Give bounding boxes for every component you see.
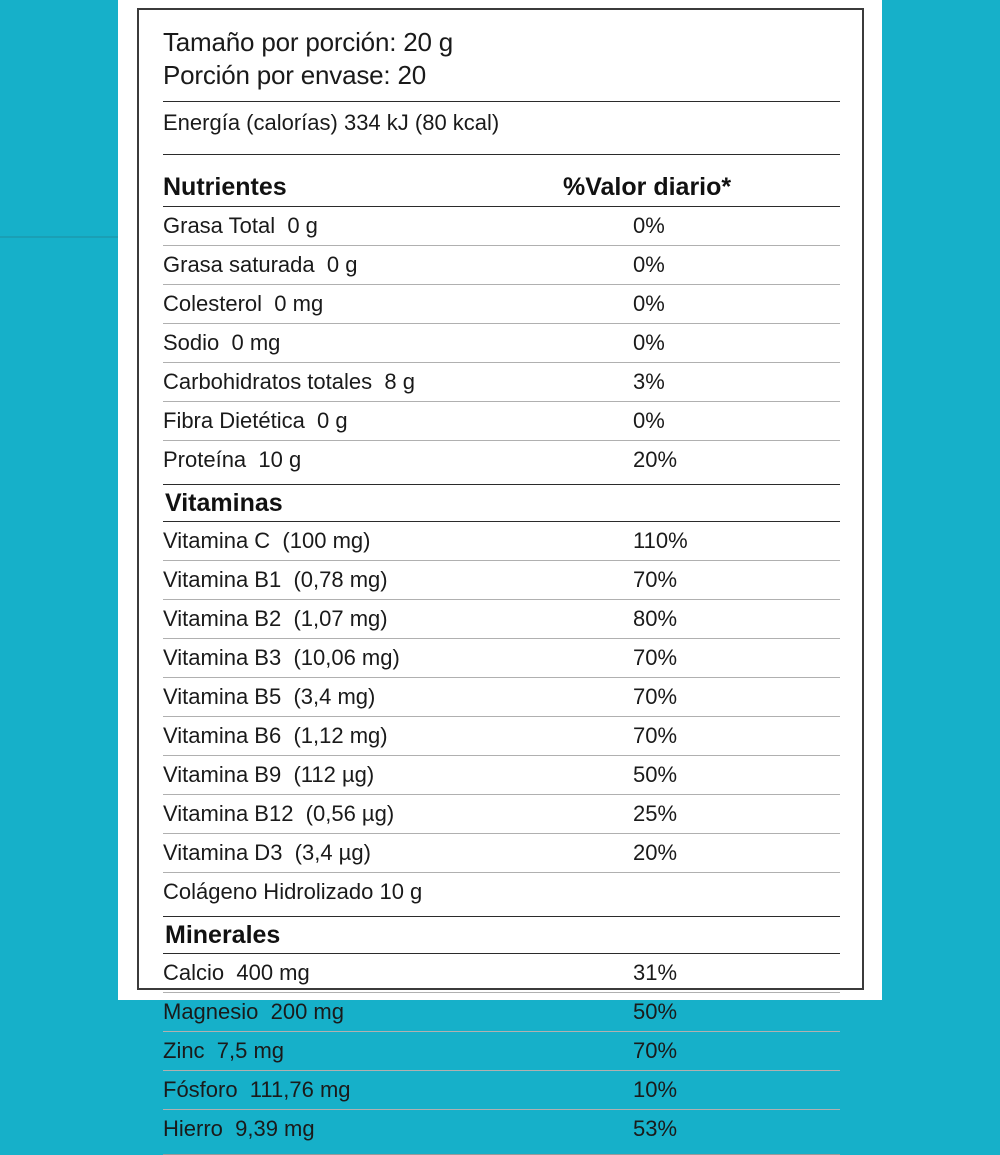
row-value: 70% [633, 723, 678, 748]
row-label: Grasa Total 0 g [163, 213, 318, 238]
row-value: 50% [633, 999, 678, 1024]
row-label: Grasa saturada 0 g [163, 252, 358, 277]
table-row [163, 1031, 840, 1070]
row-value: 70% [633, 684, 678, 709]
table-row [163, 362, 840, 401]
section-vitaminas [163, 485, 840, 911]
header-daily-value: %Valor diario* [563, 173, 732, 201]
energy-line: Energía (calorías) 334 kJ (80 kcal) [163, 110, 500, 135]
table-row [163, 401, 840, 440]
row-value: 0% [633, 330, 665, 355]
table-row [163, 1109, 840, 1148]
row-label: Vitamina B5 (3,4 mg) [163, 684, 376, 709]
row-label: Vitamina D3 (3,4 µg) [163, 840, 371, 865]
table-row [163, 953, 840, 992]
row-value: 70% [633, 645, 678, 670]
row-label: Hierro 9,39 mg [163, 1116, 315, 1141]
section-title-vitaminas: Vitaminas [165, 489, 283, 517]
row-value: 50% [633, 762, 678, 787]
row-value: 110% [633, 528, 688, 553]
row-label: Sodio 0 mg [163, 330, 281, 355]
row-label: Colágeno Hidrolizado 10 g [163, 879, 423, 904]
table-row [163, 323, 840, 362]
table-row [163, 560, 840, 599]
row-value: 70% [633, 1038, 678, 1063]
serving-size: Tamaño por porción: 20 g [163, 27, 454, 57]
row-value: 0% [633, 213, 665, 238]
row-label: Vitamina B3 (10,06 mg) [163, 645, 400, 670]
background-divider-line [0, 236, 118, 238]
table-row [163, 872, 840, 911]
table-row [163, 284, 840, 323]
row-value: 0% [633, 408, 665, 433]
label-panel [118, 0, 882, 1141]
row-value: 3% [633, 369, 665, 394]
table-row [163, 677, 840, 716]
table-row [163, 794, 840, 833]
row-value: 80% [633, 606, 678, 631]
table-row [163, 755, 840, 794]
nutrition-facts-content [139, 10, 862, 1155]
header-nutrients: Nutrientes [163, 173, 287, 201]
servings-per-container: Porción por envase: 20 [163, 60, 426, 90]
table-row [163, 1070, 840, 1109]
section-nutrients [163, 206, 840, 479]
row-label: Calcio 400 mg [163, 960, 310, 985]
row-label: Proteína 10 g [163, 447, 302, 472]
row-label: Colesterol 0 mg [163, 291, 324, 316]
section-minerales [163, 917, 840, 1155]
row-label: Zinc 7,5 mg [163, 1038, 285, 1063]
table-row [163, 521, 840, 560]
table-row [163, 992, 840, 1031]
spacer [163, 155, 840, 171]
table-row [163, 599, 840, 638]
table-row [163, 716, 840, 755]
section-title-minerales: Minerales [165, 921, 281, 949]
row-value: 70% [633, 567, 678, 592]
row-value: 20% [633, 447, 678, 472]
row-label: Vitamina B2 (1,07 mg) [163, 606, 388, 631]
nutrition-facts-card [137, 8, 864, 1141]
table-header [163, 171, 840, 206]
row-label: Vitamina C (100 mg) [163, 528, 371, 553]
row-label: Vitamina B9 (112 µg) [163, 762, 375, 787]
table-row [163, 440, 840, 479]
row-label: Fibra Dietética 0 g [163, 408, 348, 433]
row-label: Magnesio 200 mg [163, 999, 344, 1024]
row-label: Vitamina B1 (0,78 mg) [163, 567, 388, 592]
row-value: 10% [633, 1077, 678, 1102]
table-row [163, 245, 840, 284]
row-label: Vitamina B6 (1,12 mg) [163, 723, 388, 748]
row-value: 20% [633, 840, 678, 865]
row-value: 31% [633, 960, 678, 985]
row-label: Vitamina B12 (0,56 µg) [163, 801, 395, 826]
row-label: Fósforo 111,76 mg [163, 1077, 351, 1102]
row-value: 0% [633, 291, 665, 316]
table-row [163, 206, 840, 245]
row-value: 25% [633, 801, 678, 826]
table-row [163, 638, 840, 677]
row-value: 53% [633, 1116, 678, 1141]
table-row [163, 833, 840, 872]
row-value: 0% [633, 252, 665, 277]
row-label: Carbohidratos totales 8 g [163, 369, 415, 394]
